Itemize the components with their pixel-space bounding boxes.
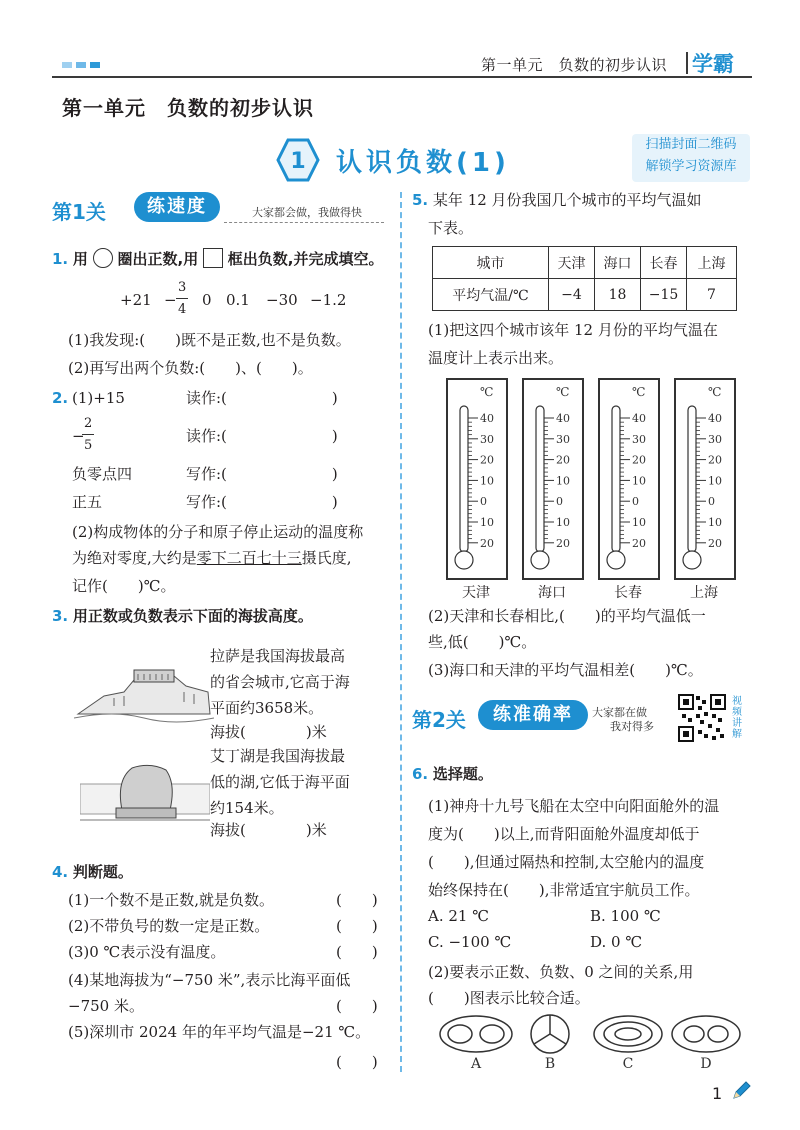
q4-answer-2[interactable]: ( ) — [336, 917, 378, 935]
unit-label: ℃ — [480, 385, 494, 399]
q1-number-4: 0.1 — [226, 291, 250, 309]
tick-label: 10 — [556, 474, 570, 488]
table-cell: 平均气温/℃ — [433, 279, 549, 311]
q1-number-1: +21 — [120, 291, 152, 309]
q5-line2: 下表。 — [428, 219, 474, 237]
tick-label: 20 — [480, 536, 494, 550]
q4-item-2: (2)不带负号的数一定是正数。 — [68, 917, 270, 935]
thermometer-1[interactable] — [446, 378, 508, 580]
q6-option-a: A. 21 ℃ — [428, 907, 490, 925]
q2-row2-right: 读作:( ) — [186, 427, 338, 445]
q3-a-line2: 的省会城市,它高于海 — [210, 673, 350, 691]
q4-item-4: (4)某地海拔为“−750 米”,表示比海平面低 — [68, 971, 351, 989]
q2-part2-line3: 记作( )℃。 — [72, 577, 176, 595]
brand-logo: 学霸 — [692, 52, 734, 76]
page-number: 1 — [712, 1084, 723, 1103]
table-cell: −15 — [641, 279, 687, 311]
q5-part1-line1: (1)把这四个城市该年 12 月份的平均气温在 — [428, 321, 718, 339]
tick-label: 40 — [708, 412, 722, 425]
diagram-b — [531, 1015, 569, 1053]
diagram-label-d: D — [700, 1056, 712, 1072]
stage-1-label: 第1关 — [52, 200, 106, 224]
q2-row4-left: 正五 — [72, 493, 103, 511]
tick-label: 30 — [556, 432, 570, 446]
tick-label: 20 — [708, 536, 722, 550]
table-header-row — [433, 247, 737, 279]
stage-1-motto: 大家都会做，我做得快 — [252, 206, 362, 219]
q2-row4-right: 写作:( ) — [186, 493, 338, 511]
q2-row2-denominator: 5 — [84, 438, 93, 453]
q3-a-line3: 平面约3658米。 — [210, 699, 324, 717]
header-rule — [52, 76, 752, 78]
tick-label: 40 — [632, 412, 646, 425]
q6-line1: (1)神舟十九号飞船在太空中向阳面舱外的温 — [428, 797, 720, 815]
scan-qr-note: 扫描封面二维码 解锁学习资源库 — [632, 134, 750, 182]
q1-number-6: −1.2 — [310, 291, 347, 309]
q4-item-5: (5)深圳市 2024 年的年平均气温是−21 ℃。 — [68, 1023, 371, 1041]
q5-part1-line2: 温度计上表示出来。 — [428, 349, 564, 367]
q2-number: 2. — [52, 389, 69, 407]
square-icon — [203, 248, 223, 268]
q5-part2-line2: 些,低( )℃。 — [428, 633, 537, 651]
thermometer-city-label: 天津 — [462, 585, 490, 601]
q6-line2: 度为( )以上,而背阳面舱外温度却低于 — [428, 825, 700, 843]
q1-fraction-bar — [176, 298, 188, 299]
q4-answer-4[interactable]: ( ) — [336, 997, 378, 1015]
unit-title: 第一单元 负数的初步认识 — [62, 96, 314, 120]
q2-row3-left: 负零点四 — [72, 465, 133, 483]
tick-label: 10 — [708, 474, 722, 488]
table-cell: 城市 — [433, 247, 549, 279]
q1-sub-1: (1)我发现:( )既不是正数,也不是负数。 — [68, 331, 351, 349]
tick-label: 0 — [480, 495, 487, 509]
q6-prompt: 6. 选择题。 — [412, 765, 493, 783]
q4-answer-1[interactable]: ( ) — [336, 891, 378, 909]
thermometer-city-label: 上海 — [690, 585, 718, 601]
video-explain-label: 视频讲解 — [732, 696, 742, 740]
table-cell: 18 — [595, 279, 641, 311]
stage-2-pill: 练准确率 — [478, 700, 588, 730]
motto-underline — [224, 222, 384, 223]
lesson-number: 1 — [290, 149, 306, 174]
lesson-title: 认识负数(1) — [336, 148, 510, 178]
q2-part2-line2: 为绝对零度,大约是零下二百七十三摄氏度, — [72, 549, 352, 567]
header-unit-label: 第一单元 负数的初步认识 — [481, 56, 668, 74]
potala-palace-image — [74, 652, 214, 726]
q5-part3: (3)海口和天津的平均气温相差( )℃。 — [428, 661, 703, 679]
q4-item-3: (3)0 ℃表示没有温度。 — [68, 943, 226, 961]
tick-label: 20 — [480, 453, 494, 467]
tick-label: 0 — [556, 495, 563, 509]
unit-label: ℃ — [708, 385, 722, 399]
lesson-number-badge — [276, 138, 320, 182]
q2-row1-right: 读作:( ) — [186, 389, 338, 407]
tick-label: 40 — [556, 412, 570, 425]
tick-label: 20 — [632, 536, 646, 550]
q2-part2-line1: (2)构成物体的分子和原子停止运动的温度称 — [72, 523, 364, 541]
table-cell: 天津 — [549, 247, 595, 279]
tick-label: 30 — [632, 432, 646, 446]
q2-fraction-bar — [82, 434, 94, 435]
q1-prompt: 1. 用 圈出正数,用 框出负数,并完成填空。 — [52, 250, 384, 268]
tick-label: 20 — [556, 536, 570, 550]
table-cell: 长春 — [641, 247, 687, 279]
q3-b-line3: 约154米。 — [210, 799, 284, 817]
stage-2-motto-2: 我对得多 — [610, 720, 654, 733]
q4-prompt: 4. 判断题。 — [52, 863, 133, 881]
tick-label: 20 — [556, 453, 570, 467]
tick-label: 10 — [480, 516, 494, 529]
q1-number-5: −30 — [266, 291, 298, 309]
q1-fraction-denominator: 4 — [178, 302, 187, 317]
q5-part2-line1: (2)天津和长春相比,( )的平均气温低一 — [428, 607, 706, 625]
q3-b-line2: 低的湖,它低于海平面 — [210, 773, 350, 791]
q2-row2-minus: − — [72, 427, 85, 445]
tick-label: 30 — [708, 432, 722, 446]
diagram-label-b: B — [544, 1056, 556, 1072]
relationship-diagrams — [436, 1012, 756, 1072]
table-cell: 7 — [687, 279, 737, 311]
q4-answer-3[interactable]: ( ) — [336, 943, 378, 961]
q6-option-c: C. −100 ℃ — [428, 933, 512, 951]
q1-minus-sign: − — [164, 291, 177, 309]
q1-fraction-numerator: 3 — [178, 280, 187, 295]
q1-number-3: 0 — [202, 291, 212, 309]
aydingkol-lake-stone-image — [80, 760, 210, 826]
thermometer-4[interactable] — [674, 378, 736, 580]
stage-1-pill: 练速度 — [134, 192, 220, 222]
diagram-label-a: A — [470, 1056, 482, 1072]
header-divider — [686, 52, 688, 74]
unit-label: ℃ — [556, 385, 570, 399]
q6-option-b: B. 100 ℃ — [590, 907, 661, 925]
thermometer-city-label: 长春 — [614, 585, 642, 601]
q1-sub-2: (2)再写出两个负数:( )、( )。 — [68, 359, 313, 377]
tick-label: 30 — [480, 432, 494, 446]
q2-row2-numerator: 2 — [84, 416, 93, 431]
q3-a-line1: 拉萨是我国海拔最高 — [210, 647, 346, 665]
diagram-d — [672, 1016, 740, 1052]
tick-label: 10 — [556, 516, 570, 529]
table-cell: 上海 — [687, 247, 737, 279]
table-row — [433, 279, 737, 311]
q4-item-1: (1)一个数不是正数,就是负数。 — [68, 891, 275, 909]
pencil-icon — [730, 1080, 752, 1102]
circle-icon — [93, 248, 113, 268]
thermometer-2[interactable] — [522, 378, 584, 580]
tick-label: 40 — [480, 412, 494, 425]
tick-label: 20 — [632, 453, 646, 467]
q2-row1-left: (1)+15 — [72, 389, 125, 407]
tick-label: 0 — [632, 495, 639, 509]
stage-2-motto-1: 大家都在做 — [592, 706, 647, 719]
diagram-label-c: C — [622, 1056, 634, 1072]
column-divider — [400, 192, 402, 1072]
tick-label: 20 — [708, 453, 722, 467]
q6-line3: ( ),但通过隔热和控制,太空舱内的温度 — [428, 853, 705, 871]
diagram-c — [594, 1016, 662, 1052]
q4-answer-5[interactable]: ( ) — [336, 1053, 378, 1071]
q4-item-4-cont: −750 米。 — [68, 997, 144, 1015]
temperature-table — [432, 246, 737, 311]
header-decoration — [62, 62, 100, 68]
q3-prompt: 3. 用正数或负数表示下面的海拔高度。 — [52, 607, 313, 625]
tick-label: 10 — [632, 474, 646, 488]
q6-line4: 始终保持在( ),非常适宜宇航员工作。 — [428, 881, 700, 899]
tick-label: 10 — [480, 474, 494, 488]
qr-code-icon[interactable] — [678, 694, 726, 742]
unit-label: ℃ — [632, 385, 646, 399]
q3-b-line1: 艾丁湖是我国海拔最 — [210, 747, 346, 765]
tick-label: 10 — [708, 516, 722, 529]
tick-label: 10 — [632, 516, 646, 529]
q2-row3-right: 写作:( ) — [186, 465, 338, 483]
diagram-a — [440, 1016, 512, 1052]
q6-option-d: D. 0 ℃ — [590, 933, 643, 951]
table-cell: 海口 — [595, 247, 641, 279]
thermometer-3[interactable] — [598, 378, 660, 580]
table-cell: −4 — [549, 279, 595, 311]
q6-line6: ( )图表示比较合适。 — [428, 989, 590, 1007]
tick-label: 0 — [708, 495, 715, 509]
q6-line5: (2)要表示正数、负数、0 之间的关系,用 — [428, 963, 694, 981]
q5-line1: 5. 某年 12 月份我国几个城市的平均气温如 — [412, 191, 702, 209]
stage-2-label: 第2关 — [412, 708, 466, 732]
thermometer-city-label: 海口 — [538, 585, 566, 601]
q3-b-answer: 海拔( )米 — [210, 821, 327, 839]
q3-a-answer: 海拔( )米 — [210, 723, 327, 741]
